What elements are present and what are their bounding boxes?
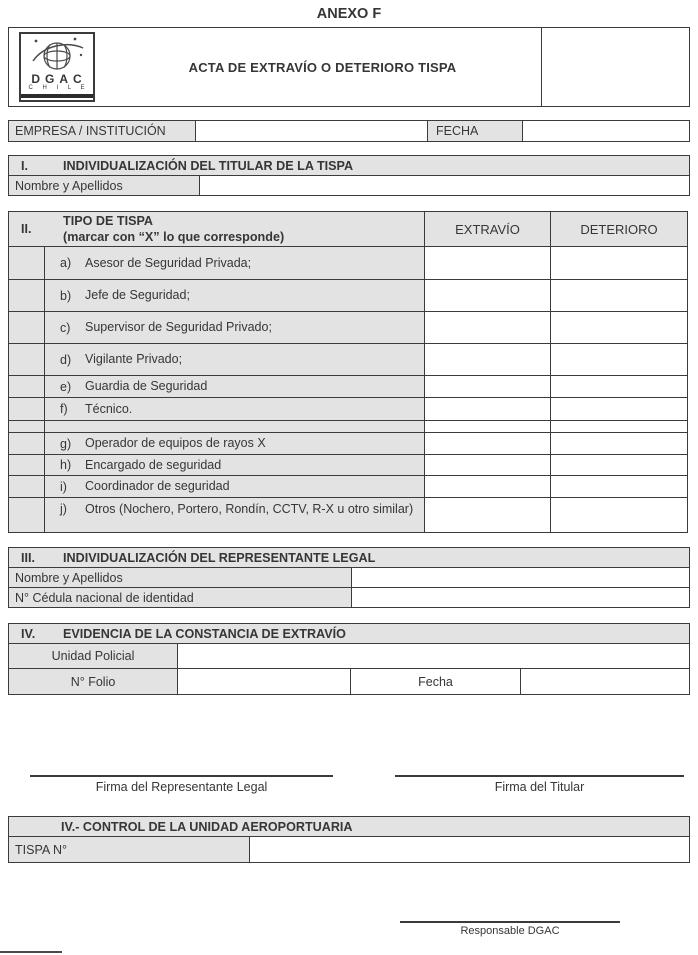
dgac-logo (19, 32, 95, 102)
row-label: Vigilante Privado; (85, 352, 183, 366)
extravio-cell[interactable] (424, 454, 551, 476)
deterioro-cell[interactable] (550, 311, 688, 344)
control-section-bar (8, 816, 690, 837)
extravio-cell[interactable] (424, 246, 551, 280)
section-i-bar (8, 155, 690, 176)
row-index-cell (8, 246, 45, 280)
tispa-numero-input[interactable] (249, 836, 690, 863)
folio-row (8, 668, 690, 695)
section-i-title: INDIVIDUALIZACIÓN DEL TITULAR DE LA TISPA (63, 158, 354, 173)
responsable-signature-line[interactable] (400, 921, 620, 923)
row-letter: d) (60, 352, 72, 367)
extravio-cell[interactable] (424, 432, 551, 455)
representante-signature-line[interactable] (30, 775, 333, 777)
signature-area (8, 775, 690, 794)
empresa-row (8, 120, 690, 142)
titular-signature-line[interactable] (395, 775, 684, 777)
extravio-cell[interactable] (424, 497, 551, 533)
tispa-type-row-g (8, 432, 690, 455)
logo-bar (21, 94, 93, 98)
row-index-cell (8, 343, 45, 376)
extravio-cell[interactable] (424, 343, 551, 376)
row-label: Guardia de Seguridad (85, 379, 208, 393)
row-letter: e) (60, 379, 72, 394)
fecha-label: FECHA (427, 120, 523, 142)
tispa-type-row-h (8, 454, 690, 476)
row-label: Técnico. (85, 401, 133, 416)
header-spare-cell (542, 28, 689, 106)
section-iii-title: INDIVIDUALIZACIÓN DEL REPRESENTANTE LEGAL (63, 550, 376, 565)
deterioro-cell[interactable] (550, 454, 688, 476)
row-label: Encargado de seguridad (85, 457, 222, 472)
row-label: Otros (Nochero, Portero, Rondín, CCTV, R-X u otro similar) (85, 502, 414, 516)
section-ii-subtitle: (marcar con “X” lo que corresponde) (63, 230, 285, 244)
section-ii-header-row (8, 211, 690, 247)
cedula-input[interactable] (351, 587, 690, 608)
section-iv-title: EVIDENCIA DE LA CONSTANCIA DE EXTRAVÍO (63, 626, 346, 641)
globe-icon (28, 35, 86, 73)
deterioro-cell[interactable] (550, 432, 688, 455)
row-label: Coordinador de seguridad (85, 479, 230, 493)
row-index-cell (8, 454, 45, 476)
tispa-type-row-j (8, 497, 690, 533)
tispa-numero-label: TISPA N° (8, 836, 250, 863)
row-label-cell (44, 375, 425, 398)
responsable-label: Responsable DGAC (460, 925, 560, 937)
section-i-number: I. (21, 158, 28, 173)
section-iv-number: IV. (21, 626, 36, 641)
tispa-type-row-a (8, 246, 690, 280)
row-index-cell (8, 432, 45, 455)
logo-country: C H I L E (28, 85, 89, 91)
row-index-cell (8, 279, 45, 312)
empresa-label: EMPRESA / INSTITUCIÓN (8, 120, 196, 142)
deterioro-cell[interactable] (550, 246, 688, 280)
row-label-cell (44, 279, 425, 312)
row-label-cell (44, 475, 425, 498)
logo-acronym: DGAC (31, 72, 87, 86)
row-label-cell (44, 454, 425, 476)
extravio-cell[interactable] (424, 475, 551, 498)
responsable-signature-block (400, 921, 620, 937)
titular-nombre-label: Nombre y Apellidos (8, 175, 200, 196)
row-letter: f) (60, 402, 68, 416)
representante-signature-block (30, 775, 333, 794)
page-edge-mark (0, 951, 62, 953)
row-index-cell (8, 497, 45, 533)
annex-title: ANEXO F (316, 6, 382, 22)
row-label-cell (44, 343, 425, 376)
row-index-cell (8, 375, 45, 398)
folio-fecha-label: Fecha (350, 668, 521, 695)
extravio-column-header: EXTRAVÍO (424, 211, 551, 247)
row-letter: j) (60, 502, 67, 516)
row-label: Asesor de Seguridad Privada; (85, 255, 252, 270)
deterioro-cell[interactable] (550, 497, 688, 533)
empresa-input[interactable] (195, 120, 428, 142)
row-letter: h) (60, 458, 72, 472)
fecha-input[interactable] (522, 120, 690, 142)
folio-label: N° Folio (8, 668, 178, 695)
tispa-type-table (8, 211, 690, 533)
tispa-type-row-c (8, 311, 690, 344)
unidad-policial-input[interactable] (177, 643, 690, 669)
tispa-type-row-f (8, 397, 690, 421)
row-letter: g) (60, 436, 72, 451)
deterioro-column-header: DETERIORO (550, 211, 688, 247)
representante-nombre-input[interactable] (351, 567, 690, 588)
deterioro-cell[interactable] (550, 375, 688, 398)
row-index-cell (8, 311, 45, 344)
form-header (8, 27, 690, 107)
section-iii-number: III. (21, 550, 35, 565)
representante-signature-label: Firma del Representante Legal (95, 780, 268, 794)
deterioro-cell[interactable] (550, 343, 688, 376)
tispa-type-row-i (8, 475, 690, 498)
section-iii-bar (8, 547, 690, 568)
row-letter: b) (60, 288, 72, 303)
row-letter: a) (60, 256, 72, 270)
cedula-row (8, 587, 690, 608)
row-label-cell (44, 432, 425, 455)
deterioro-cell[interactable] (550, 475, 688, 498)
row-index-cell (8, 475, 45, 498)
row-label: Operador de equipos de rayos X (85, 436, 266, 450)
representante-nombre-label: Nombre y Apellidos (8, 567, 352, 588)
row-label: Supervisor de Seguridad Privado; (85, 320, 272, 334)
deterioro-cell[interactable] (550, 279, 688, 312)
extravio-cell[interactable] (424, 311, 551, 344)
section-ii-header (8, 211, 425, 247)
row-label-cell (44, 246, 425, 280)
unidad-policial-row (8, 643, 690, 669)
section-iv-bar (8, 623, 690, 644)
titular-nombre-input[interactable] (199, 175, 690, 196)
control-section-title: IV.- CONTROL DE LA UNIDAD AEROPORTUARIA (61, 819, 353, 834)
cedula-label: N° Cédula nacional de identidad (8, 587, 352, 608)
titular-nombre-row (8, 175, 690, 196)
section-ii-number: II. (21, 222, 32, 236)
deterioro-cell[interactable] (550, 397, 688, 421)
extravio-cell[interactable] (424, 375, 551, 398)
tispa-type-row-e (8, 375, 690, 398)
representante-nombre-row (8, 567, 690, 588)
row-letter: i) (60, 479, 67, 494)
row-label-cell (44, 311, 425, 344)
row-label-cell (44, 497, 425, 533)
tispa-type-row-d (8, 343, 690, 376)
section-ii-title: TIPO DE TISPA (63, 214, 154, 228)
folio-fecha-input[interactable] (520, 668, 690, 695)
unidad-policial-label: Unidad Policial (8, 643, 178, 669)
row-label: Jefe de Seguridad; (85, 288, 190, 302)
titular-signature-label: Firma del Titular (494, 780, 585, 794)
extravio-cell[interactable] (424, 397, 551, 421)
row-label-cell (44, 397, 425, 421)
titular-signature-block (395, 775, 684, 794)
extravio-cell[interactable] (424, 279, 551, 312)
form-title: ACTA DE EXTRAVÍO O DETERIORO TISPA (104, 28, 542, 106)
row-index-cell (8, 397, 45, 421)
tispa-type-row-b (8, 279, 690, 312)
logo-cell (9, 28, 104, 106)
folio-input[interactable] (177, 668, 351, 695)
tispa-numero-row (8, 836, 690, 863)
row-letter: c) (60, 320, 71, 335)
